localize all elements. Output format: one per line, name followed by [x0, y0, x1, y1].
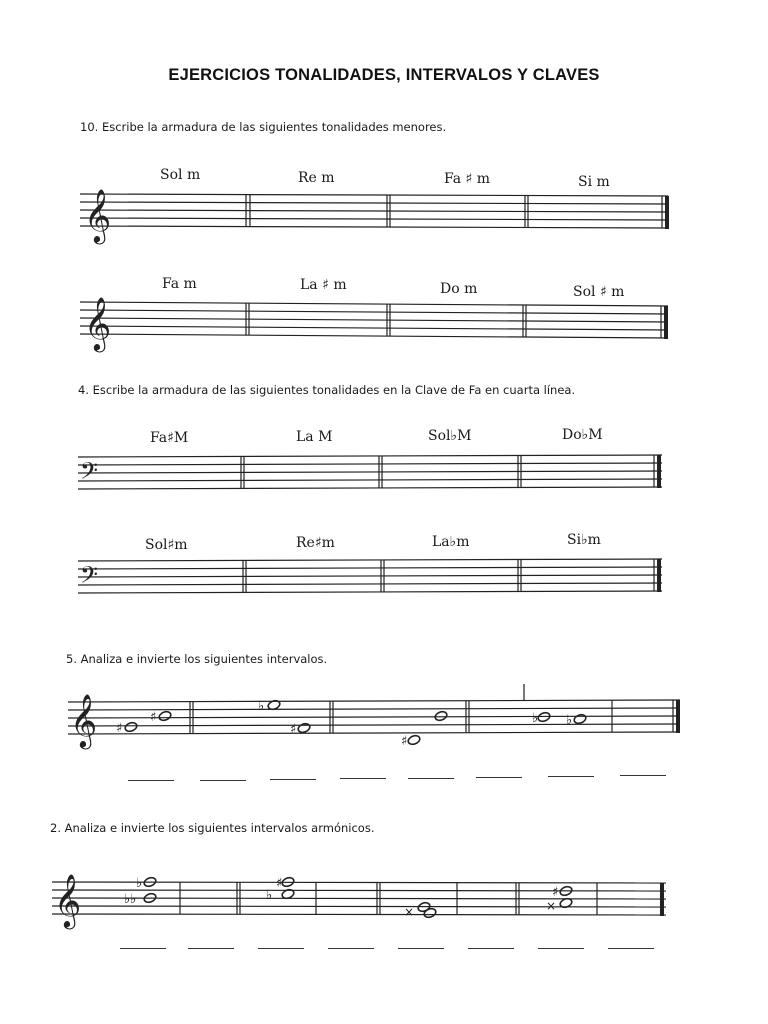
svg-text:×: × [546, 899, 557, 913]
svg-text:♭: ♭ [136, 876, 143, 891]
staff-intervals-melodic [0, 690, 768, 760]
answer-line[interactable] [200, 780, 246, 781]
answer-line[interactable] [398, 948, 444, 949]
key-label: Sol ♯ m [573, 284, 625, 300]
svg-text:♭♭: ♭♭ [124, 892, 137, 907]
staff-intervals-harmonic [0, 868, 768, 938]
answer-line[interactable] [270, 779, 316, 780]
svg-text:♭: ♭ [266, 888, 273, 903]
key-label: Re♯m [296, 535, 335, 551]
staff-bass-1 [0, 440, 768, 500]
answer-line[interactable] [128, 780, 174, 781]
key-label: Si♭m [567, 532, 601, 548]
treble-clef-icon: 𝄞 [84, 188, 112, 242]
answer-line[interactable] [258, 948, 304, 949]
bass-clef-icon: 𝄢 [80, 561, 99, 594]
svg-text:×: × [404, 905, 415, 919]
svg-text:♯: ♯ [401, 734, 408, 749]
bass-clef-icon: 𝄢 [80, 457, 99, 490]
svg-text:♯: ♯ [276, 876, 283, 891]
instruction-section-5: 5. Analiza e invierte los siguientes intervalos. [66, 652, 328, 666]
answer-line[interactable] [476, 777, 522, 778]
key-label: Fa m [162, 276, 197, 292]
answer-line[interactable] [328, 948, 374, 949]
key-label: La♭m [432, 534, 470, 550]
treble-clef-icon: 𝄞 [70, 693, 98, 747]
key-label: La ♯ m [300, 277, 347, 293]
staff-bass-2 [0, 545, 768, 605]
answer-line[interactable] [408, 778, 454, 779]
key-label: Sol♯m [145, 537, 188, 553]
key-label: Sol♭M [428, 428, 472, 444]
answer-line[interactable] [548, 776, 594, 777]
key-label: Fa ♯ m [444, 171, 491, 187]
treble-clef-icon: 𝄞 [84, 296, 112, 350]
svg-text:♯: ♯ [116, 721, 123, 736]
svg-text:♯: ♯ [290, 722, 297, 737]
svg-text:♯: ♯ [552, 885, 559, 900]
staff-treble-1 [0, 180, 768, 240]
page-title: EJERCICIOS TONALIDADES, INTERVALOS Y CLAVES [168, 66, 600, 84]
instruction-section-2: 2. Analiza e invierte los siguientes intervalos armónicos. [50, 821, 375, 835]
treble-clef-icon: 𝄞 [54, 873, 82, 927]
answer-line[interactable] [538, 948, 584, 949]
key-label: Si m [578, 174, 610, 190]
svg-text:♭: ♭ [258, 699, 265, 714]
answer-line[interactable] [468, 948, 514, 949]
svg-text:♭: ♭ [566, 713, 573, 728]
staff-treble-2 [0, 290, 768, 350]
key-label: Do♭M [562, 427, 603, 443]
answer-line[interactable] [340, 778, 386, 779]
answer-line[interactable] [620, 775, 666, 776]
key-label: Fa♯M [150, 430, 189, 446]
key-label: La M [296, 429, 333, 445]
key-label: Sol m [160, 167, 201, 183]
instruction-section-4: 4. Escribe la armadura de las siguientes tonalidades en la Clave de Fa en cuarta línea. [78, 383, 576, 397]
instruction-section-10: 10. Escribe la armadura de las siguientes tonalidades menores. [80, 120, 447, 134]
key-label: Re m [298, 170, 335, 186]
answer-line[interactable] [120, 948, 166, 949]
svg-text:♯: ♯ [150, 710, 157, 725]
answer-line[interactable] [188, 948, 234, 949]
key-label: Do m [440, 281, 478, 297]
answer-line[interactable] [608, 948, 654, 949]
svg-text:♭: ♭ [532, 711, 539, 726]
